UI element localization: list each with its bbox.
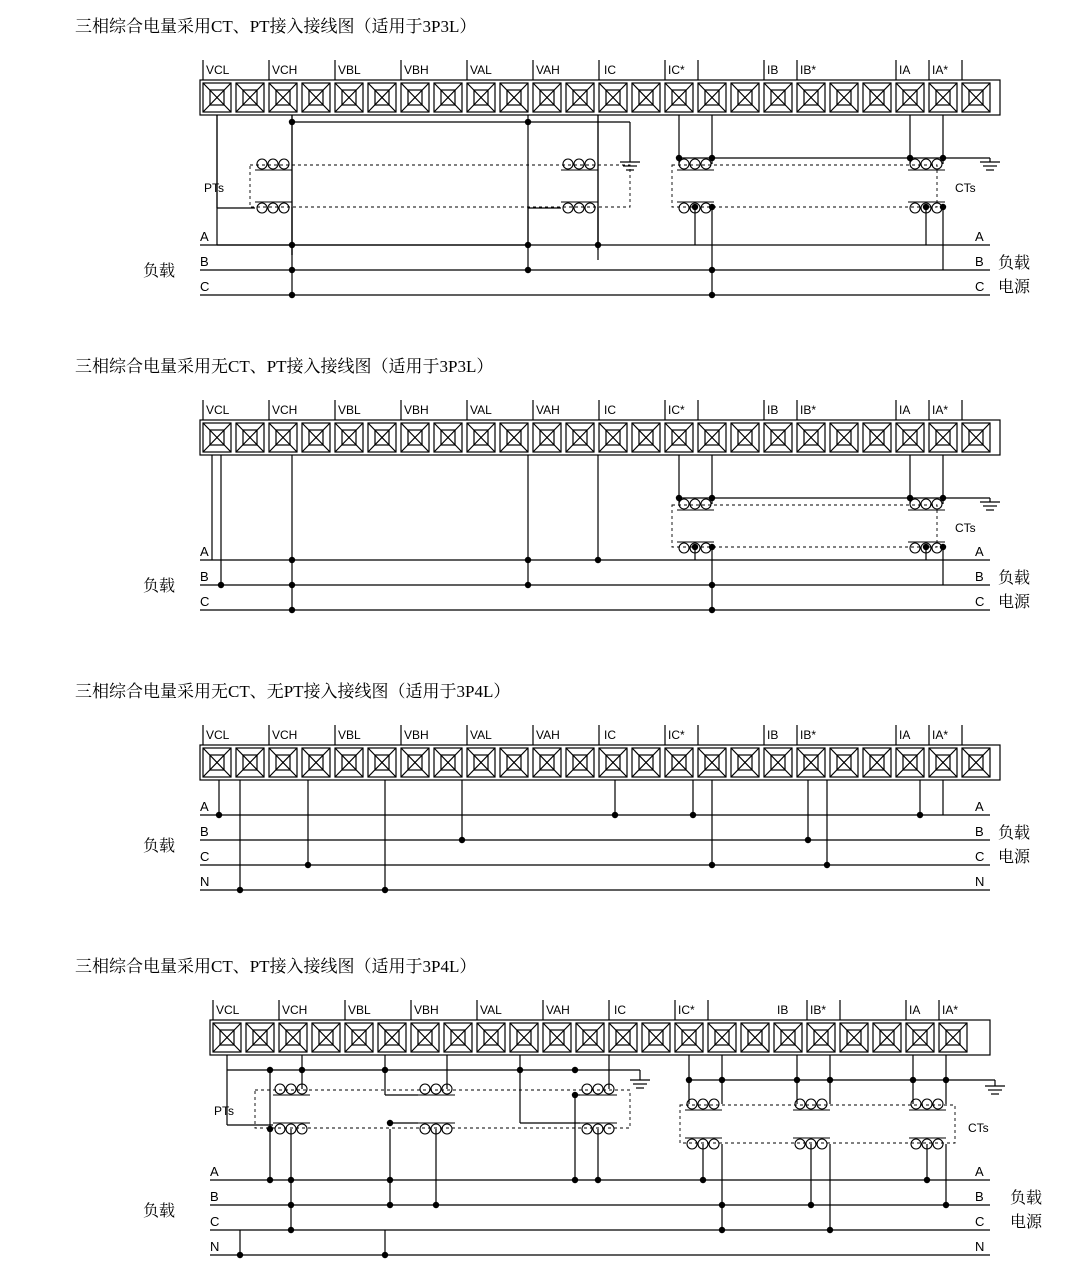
load-label-right: 负载 [998,570,1031,587]
phase-label-right: B [975,824,984,839]
terminal-label: VAH [536,403,560,417]
diagram-3p4l-ct-pt [0,980,1080,1282]
phase-label-right: N [975,874,985,889]
terminal-label: IA* [942,1003,959,1017]
phase-label-right: N [975,1239,985,1254]
diagram-3p3l-ct-pt [0,40,1080,340]
terminal-label: IB* [810,1003,827,1017]
phase-label-left: N [200,874,210,889]
phase-label-right: C [975,849,985,864]
terminal-label: IC* [668,728,685,742]
terminal-label: VCH [272,403,298,417]
terminal-label: IC [604,728,616,742]
source-label-right: 电源 [1010,1214,1043,1231]
terminal-label: VBL [338,63,361,77]
source-label-right: 电源 [998,849,1031,866]
terminal-label: IC [604,403,616,417]
phase-label-left: A [210,1164,219,1179]
terminal-label: IB [777,1003,789,1017]
phase-label-left: C [200,849,210,864]
terminal-label: IA* [932,728,949,742]
terminal-label: VCL [216,1003,240,1017]
phase-label-left: A [200,544,209,559]
phase-label-left: C [200,594,210,609]
terminal-label: IB* [800,63,817,77]
terminal-label: VCH [282,1003,308,1017]
phase-label-left: B [200,569,209,584]
section-title: 三相综合电量采用无CT、PT接入接线图（适用于3P3L） [75,357,494,376]
terminal-label: VAL [470,63,492,77]
terminal-label: IA* [932,403,949,417]
phase-label-right: A [975,1164,984,1179]
load-label-left: 负载 [143,263,176,280]
terminal-label: VCL [206,63,230,77]
phase-label-left: B [210,1189,219,1204]
terminal-label: VAL [480,1003,502,1017]
phase-label-right: A [975,799,984,814]
terminal-label: IC* [678,1003,695,1017]
terminal-label: IA [899,728,911,742]
section-3p4l-noct-nopt [0,665,1080,950]
terminal-label: VBL [348,1003,371,1017]
phase-label-left: A [200,799,209,814]
section-title: 三相综合电量采用CT、PT接入接线图（适用于3P4L） [75,957,477,976]
phase-label-left: B [200,254,209,269]
diagram-3p4l-noct-nopt [0,705,1080,955]
terminal-label: VAL [470,403,492,417]
ct-label: CTs [955,181,976,195]
terminal-label: IB* [800,403,817,417]
phase-label-right: C [975,594,985,609]
terminal-label: IC* [668,63,685,77]
terminal-label: VBH [404,403,429,417]
phase-label-left: C [200,279,210,294]
phase-label-right: A [975,544,984,559]
phase-label-right: C [975,279,985,294]
terminal-label: VCH [272,728,298,742]
terminal-label: IB [767,403,779,417]
terminal-label: VBL [338,403,361,417]
terminal-label: IC* [668,403,685,417]
terminal-label: VBH [404,63,429,77]
phase-label-left: A [200,229,209,244]
phase-label-left: B [200,824,209,839]
phase-label-left: N [210,1239,220,1254]
terminal-label: VCL [206,728,230,742]
phase-label-right: B [975,569,984,584]
terminal-label: VBH [404,728,429,742]
load-label-right: 负载 [998,825,1031,842]
terminal-label: IC [604,63,616,77]
terminal-label: IA [899,63,911,77]
terminal-label: IA* [932,63,949,77]
terminal-label: VAH [536,728,560,742]
diagram-3p3l-noct-pt [0,380,1080,650]
terminal-label: VCL [206,403,230,417]
terminal-label: IB [767,63,779,77]
phase-label-right: C [975,1214,985,1229]
section-3p3l-noct-pt [0,340,1080,645]
terminal-label: IC [614,1003,626,1017]
pt-label: PTs [214,1104,235,1118]
source-label-right: 电源 [998,594,1031,611]
terminal-label: IA [909,1003,921,1017]
terminal-label: VAL [470,728,492,742]
terminal-label: IB [767,728,779,742]
phase-label-right: A [975,229,984,244]
terminal-label: VBH [414,1003,439,1017]
ct-label: CTs [968,1121,989,1135]
load-label-right: 负载 [1010,1190,1043,1207]
load-label-left: 负载 [143,578,176,595]
section-title: 三相综合电量采用CT、PT接入接线图（适用于3P3L） [75,17,477,36]
load-label-left: 负载 [143,838,176,855]
terminal-label: IB* [800,728,817,742]
phase-label-right: B [975,1189,984,1204]
section-title: 三相综合电量采用无CT、无PT接入接线图（适用于3P4L） [75,682,511,701]
terminal-label: VCH [272,63,298,77]
load-label-left: 负载 [143,1203,176,1220]
phase-label-right: B [975,254,984,269]
section-3p3l-ct-pt [0,0,1080,345]
source-label-right: 电源 [998,279,1031,296]
load-label-right: 负载 [998,255,1031,272]
section-3p4l-ct-pt [0,940,1080,1282]
pt-label: PTs [204,181,225,195]
terminal-label: VBL [338,728,361,742]
terminal-label: IA [899,403,911,417]
terminal-label: VAH [546,1003,570,1017]
ct-label: CTs [955,521,976,535]
terminal-label: VAH [536,63,560,77]
phase-label-left: C [210,1214,220,1229]
